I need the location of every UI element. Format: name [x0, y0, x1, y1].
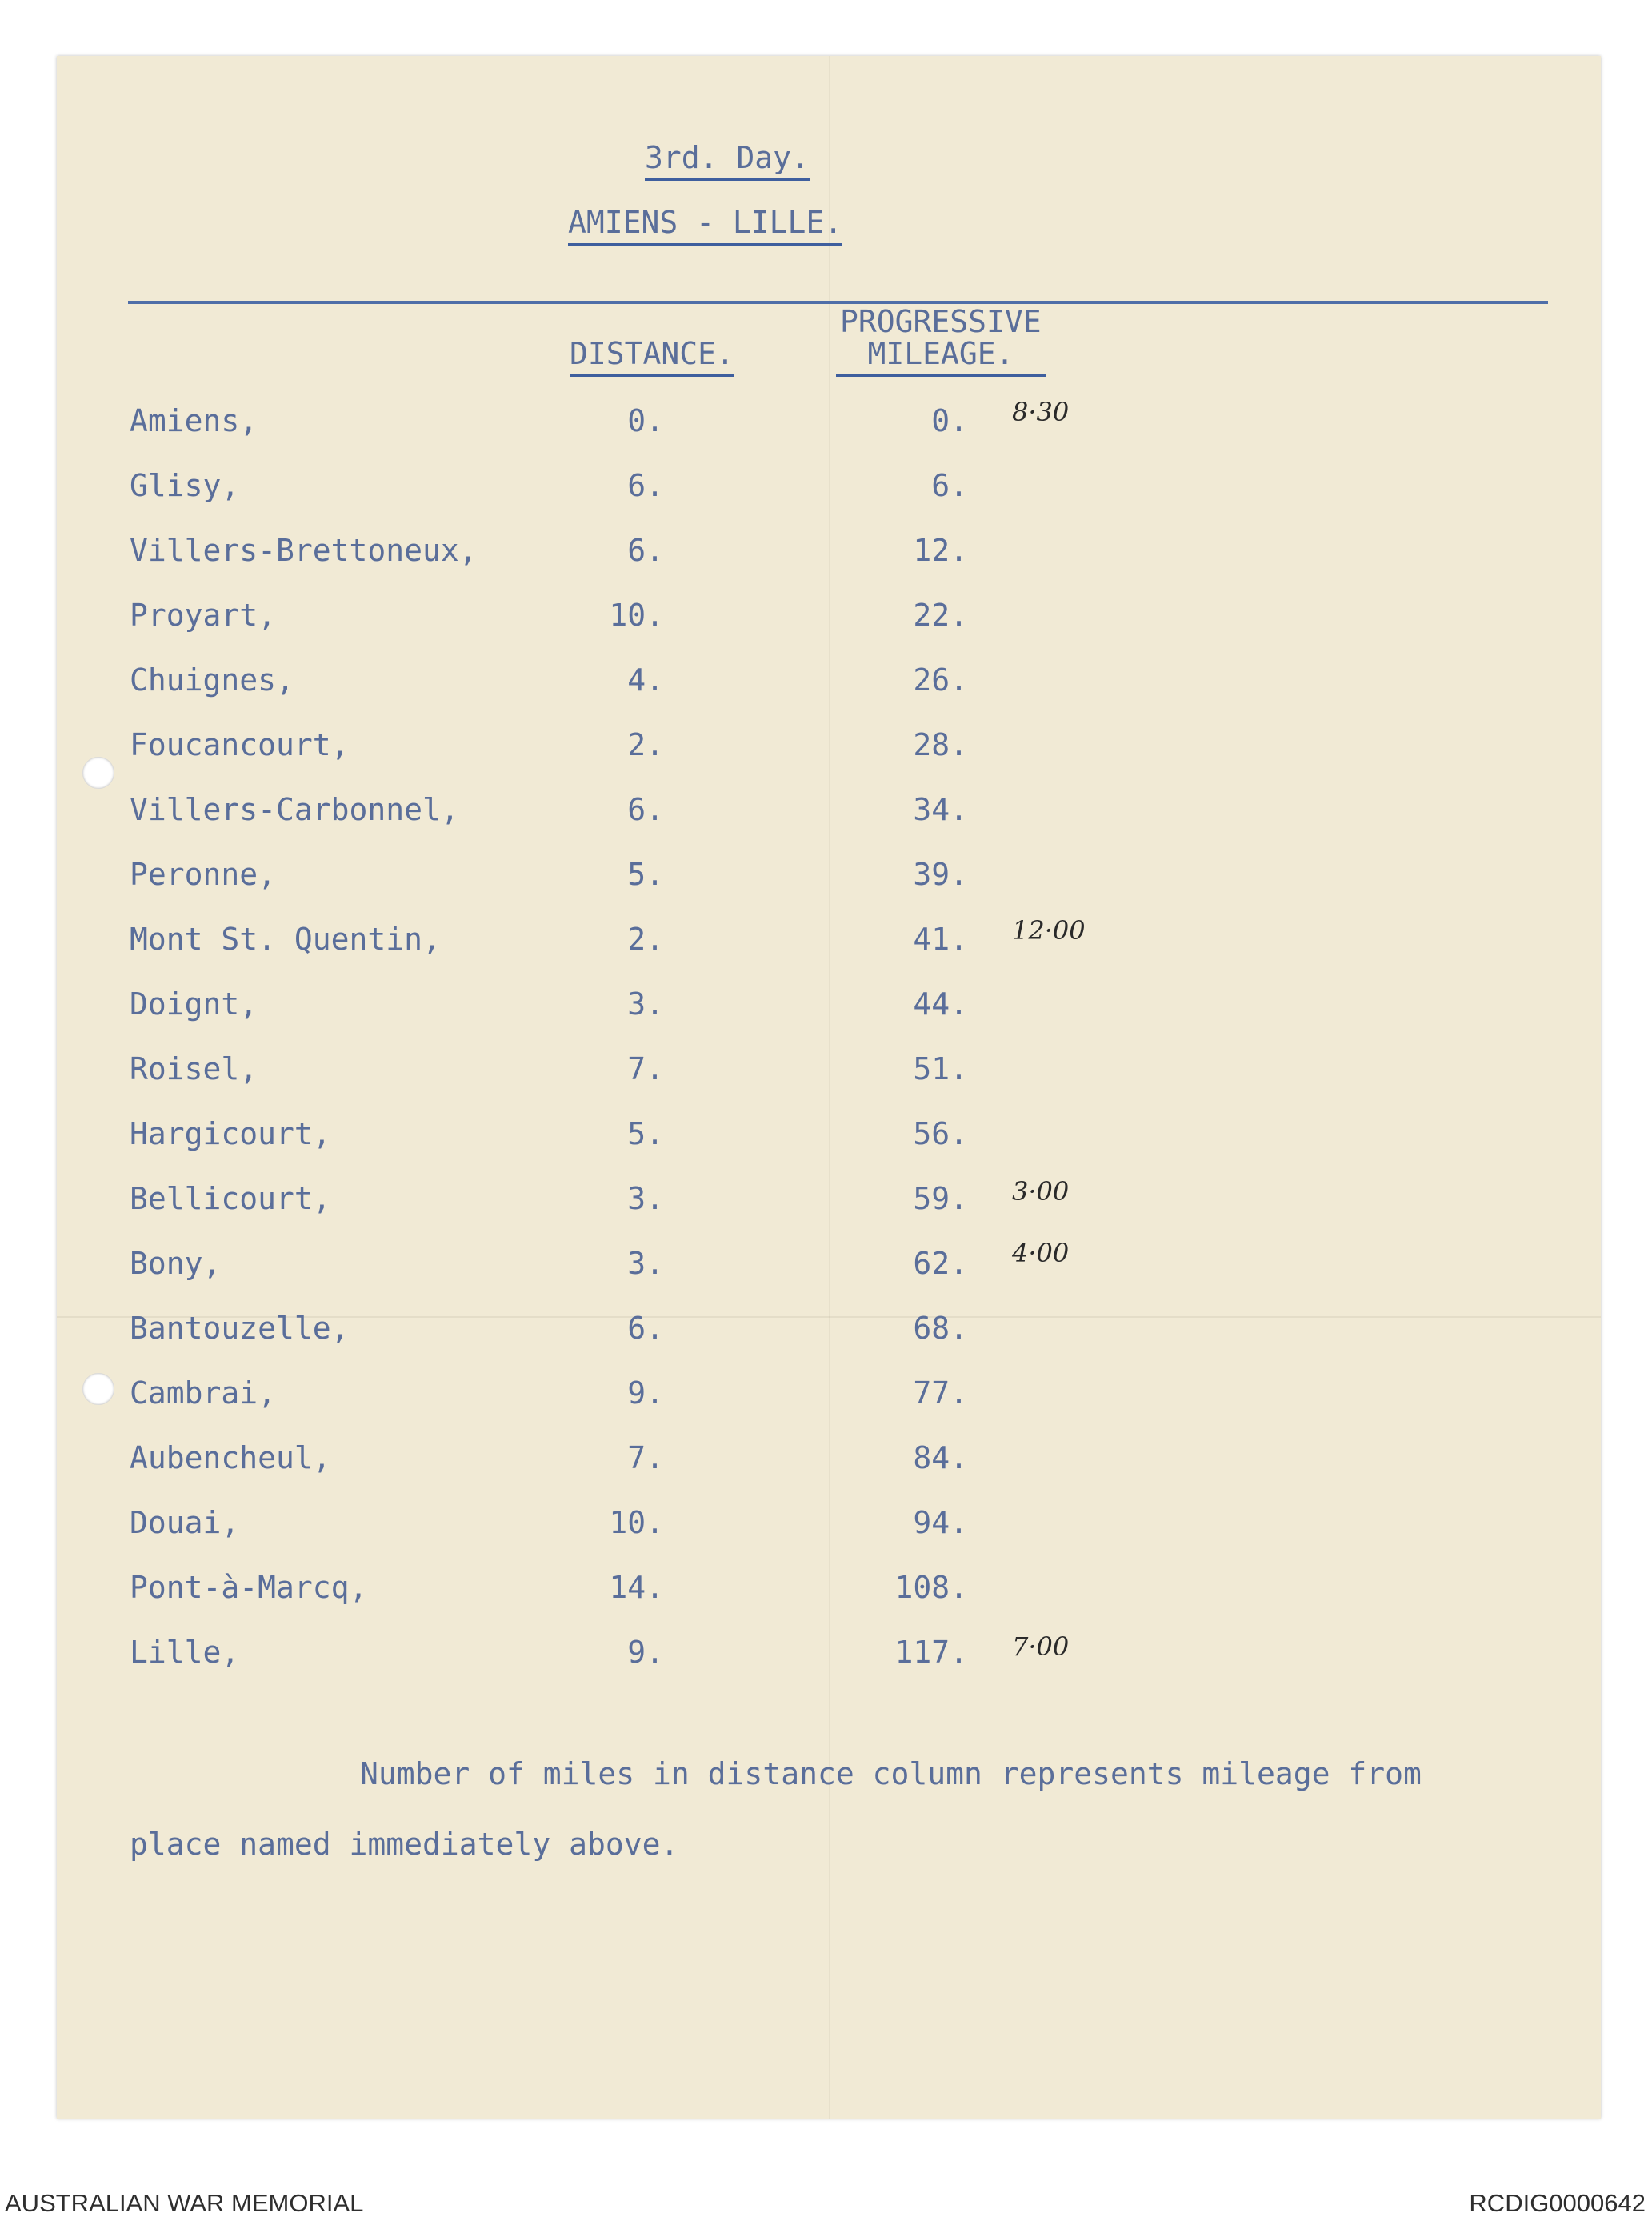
progressive-value: 12.: [913, 533, 968, 568]
distance-value: 7.: [627, 1051, 664, 1086]
distance-value: 3.: [627, 1181, 664, 1216]
distance-value: 6.: [627, 792, 664, 827]
place-name: Mont St. Quentin,: [130, 922, 441, 957]
place-name: Chuignes,: [130, 662, 294, 698]
place-name: Douai,: [130, 1505, 240, 1540]
header-rule: [128, 301, 1548, 304]
progressive-value: 28.: [913, 727, 968, 762]
place-name: Villers-Brettoneux,: [130, 533, 478, 568]
place-name: Bellicourt,: [130, 1181, 331, 1216]
progressive-value: 39.: [913, 857, 968, 892]
place-name: Pont-à-Marcq,: [130, 1570, 368, 1605]
place-name: Cambrai,: [130, 1375, 277, 1411]
place-name: Glisy,: [130, 468, 240, 503]
distance-value: 0.: [627, 403, 664, 438]
progressive-value: 84.: [913, 1440, 968, 1475]
distance-value: 3.: [627, 1246, 664, 1281]
distance-value: 2.: [627, 922, 664, 957]
distance-value: 10.: [609, 598, 664, 633]
distance-value: 4.: [627, 662, 664, 698]
distance-value: 9.: [627, 1635, 664, 1670]
progressive-value: 51.: [913, 1051, 968, 1086]
document-sheet: [57, 56, 1601, 2119]
distance-value: 5.: [627, 1116, 664, 1151]
distance-value: 6.: [627, 468, 664, 503]
progressive-header-line1: PROGRESSIVE: [840, 304, 1042, 339]
distance-value: 6.: [627, 533, 664, 568]
place-name: Lille,: [130, 1635, 240, 1670]
place-name: Roisel,: [130, 1051, 258, 1086]
distance-value: 6.: [627, 1311, 664, 1346]
handwritten-time: 3·00: [1012, 1176, 1070, 1207]
progressive-value: 41.: [913, 922, 968, 957]
progressive-header-line2: MILEAGE.: [836, 336, 1046, 377]
place-name: Peronne,: [130, 857, 277, 892]
progressive-value: 34.: [913, 792, 968, 827]
progressive-value: 44.: [913, 986, 968, 1022]
progressive-value: 68.: [913, 1311, 968, 1346]
distance-column-header: DISTANCE.: [570, 336, 734, 377]
progressive-value: 62.: [913, 1246, 968, 1281]
progressive-value: 0.: [931, 403, 968, 438]
progressive-value: 22.: [913, 598, 968, 633]
place-name: Doignt,: [130, 986, 258, 1022]
place-name: Aubencheul,: [130, 1440, 331, 1475]
distance-value: 10.: [609, 1505, 664, 1540]
progressive-value: 94.: [913, 1505, 968, 1540]
place-name: Bony,: [130, 1246, 222, 1281]
distance-value: 7.: [627, 1440, 664, 1475]
archive-credit: AUSTRALIAN WAR MEMORIAL: [5, 2189, 364, 2217]
distance-value: 14.: [609, 1570, 664, 1605]
archive-reference: RCDIG0000642: [1469, 2189, 1646, 2217]
handwritten-time: 12·00: [1012, 915, 1086, 946]
footnote-line-2: place named immediately above.: [130, 1827, 679, 1862]
distance-value: 9.: [627, 1375, 664, 1411]
progressive-value: 26.: [913, 662, 968, 698]
progressive-value: 117.: [894, 1635, 968, 1670]
place-name: Foucancourt,: [130, 727, 350, 762]
progressive-value: 108.: [894, 1570, 968, 1605]
progressive-value: 77.: [913, 1375, 968, 1411]
place-name: Bantouzelle,: [130, 1311, 350, 1346]
distance-value: 3.: [627, 986, 664, 1022]
place-name: Hargicourt,: [130, 1116, 331, 1151]
progressive-value: 56.: [913, 1116, 968, 1151]
place-name: Amiens,: [130, 403, 258, 438]
distance-value: 2.: [627, 727, 664, 762]
footnote-line-1: Number of miles in distance column represents mileage from: [360, 1756, 1422, 1791]
punch-hole: [82, 1373, 114, 1405]
handwritten-time: 7·00: [1012, 1631, 1070, 1662]
progressive-value: 6.: [931, 468, 968, 503]
progressive-value: 59.: [913, 1181, 968, 1216]
day-heading: 3rd. Day.: [645, 140, 810, 181]
punch-hole: [82, 757, 114, 789]
handwritten-time: 4·00: [1012, 1238, 1070, 1268]
place-name: Villers-Carbonnel,: [130, 792, 459, 827]
route-heading: AMIENS - LILLE.: [568, 205, 842, 246]
handwritten-time: 8·30: [1012, 397, 1070, 427]
place-name: Proyart,: [130, 598, 277, 633]
distance-value: 5.: [627, 857, 664, 892]
